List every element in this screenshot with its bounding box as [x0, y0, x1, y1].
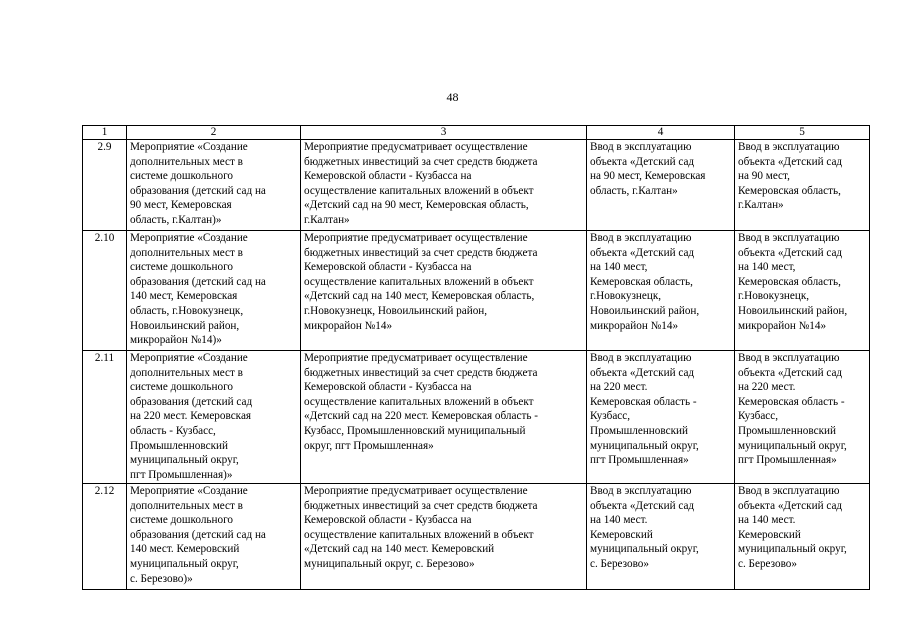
result-cell — [587, 484, 735, 590]
column-header: 5 — [735, 126, 870, 140]
result-cell — [587, 140, 735, 231]
result-text: Ввод в эксплуатацию объекта «Детский сад на 140 мест, Кемеровская область, г.Новокузнецк, Новоильинский район, микрорайон №14» — [590, 232, 700, 332]
description-text: Мероприятие предусматривает осуществление бюджетных инвестиций за счет средств бюджета Кемеровской области - Кузбасса на осуществление капитальных вложений в объект «Детский сад на 220 мест. Кемеровская область - Кузбасс, Промышленновский муниципальный округ, пгт Промышленная» — [304, 352, 538, 452]
result-text: Ввод в эксплуатацию объекта «Детский сад на 220 мест. Кемеровская область - Кузбасс, Промышленновский муниципальный округ, пгт Промышленная» — [738, 352, 847, 467]
event-text: Мероприятие «Создание дополнительных мест в системе дошкольного образования (детский сад на 90 мест, Кемеровская область, г.Калтан)» — [130, 141, 266, 226]
row-number: 2.11 — [83, 351, 127, 484]
result-text: Ввод в эксплуатацию объекта «Детский сад на 90 мест, Кемеровская область, г.Калтан» — [738, 141, 843, 212]
description-cell — [301, 351, 587, 484]
result-text: Ввод в эксплуатацию объекта «Детский сад на 140 мест. Кемеровский муниципальный округ, с. Березово» — [590, 485, 699, 570]
row-number: 2.9 — [83, 140, 127, 231]
event-cell — [127, 231, 301, 351]
column-header: 4 — [587, 126, 735, 140]
result-text: Ввод в эксплуатацию объекта «Детский сад на 140 мест. Кемеровский муниципальный округ, с. Березово» — [738, 485, 847, 570]
description-text: Мероприятие предусматривает осуществление бюджетных инвестиций за счет средств бюджета Кемеровской области - Кузбасса на осуществление капитальных вложений в объект «Детский сад на 90 мест, Кемеровская область, г.Калтан» — [304, 141, 538, 226]
description-cell — [301, 484, 587, 590]
result-text: Ввод в эксплуатацию объекта «Детский сад на 140 мест, Кемеровская область, г.Новокузнецк, Новоильинский район, микрорайон №14» — [738, 232, 848, 332]
result-cell — [735, 484, 870, 590]
table-row — [83, 484, 870, 590]
description-text: Мероприятие предусматривает осуществление бюджетных инвестиций за счет средств бюджета Кемеровской области - Кузбасса на осуществление капитальных вложений в объект «Детский сад на 140 мест. Кемеровский муниципальный округ, с. Березово» — [304, 485, 538, 570]
result-cell — [735, 231, 870, 351]
table-row — [83, 351, 870, 484]
row-number: 2.12 — [83, 484, 127, 590]
column-header: 1 — [83, 126, 127, 140]
event-cell — [127, 484, 301, 590]
table-row — [83, 140, 870, 231]
table-header-row — [83, 126, 870, 140]
event-text: Мероприятие «Создание дополнительных мест в системе дошкольного образования (детский сад на 220 мест. Кемеровская область - Кузбасс, Промышленновский муниципальный округ, пгт Промышленная)» — [130, 352, 253, 481]
page-number: 48 — [446, 90, 459, 104]
event-text: Мероприятие «Создание дополнительных мест в системе дошкольного образования (детский сад на 140 мест. Кемеровский муниципальный округ, с. Березово)» — [130, 485, 266, 585]
description-cell — [301, 140, 587, 231]
event-cell — [127, 140, 301, 231]
column-header: 3 — [301, 126, 587, 140]
description-text: Мероприятие предусматривает осуществление бюджетных инвестиций за счет средств бюджета Кемеровской области - Кузбасса на осуществление капитальных вложений в объект «Детский сад на 140 мест, Кемеровская область, г.Новокузнецк, Новоильинский район, микрорайон №14» — [304, 232, 538, 332]
event-text: Мероприятие «Создание дополнительных мест в системе дошкольного образования (детский сад на 140 мест, Кемеровская область, г.Новокузнецк, Новоильинский район, микрорайон №14)» — [130, 232, 266, 347]
result-cell — [735, 140, 870, 231]
result-cell — [735, 351, 870, 484]
row-number: 2.10 — [83, 231, 127, 351]
result-cell — [587, 351, 735, 484]
measures-table — [82, 125, 870, 590]
description-cell — [301, 231, 587, 351]
result-text: Ввод в эксплуатацию объекта «Детский сад на 90 мест, Кемеровская область, г.Калтан» — [590, 141, 706, 197]
result-text: Ввод в эксплуатацию объекта «Детский сад на 220 мест. Кемеровская область - Кузбасс, Промышленновский муниципальный округ, пгт Промышленная» — [590, 352, 699, 467]
result-cell — [587, 231, 735, 351]
column-header: 2 — [127, 126, 301, 140]
table-row — [83, 231, 870, 351]
event-cell — [127, 351, 301, 484]
